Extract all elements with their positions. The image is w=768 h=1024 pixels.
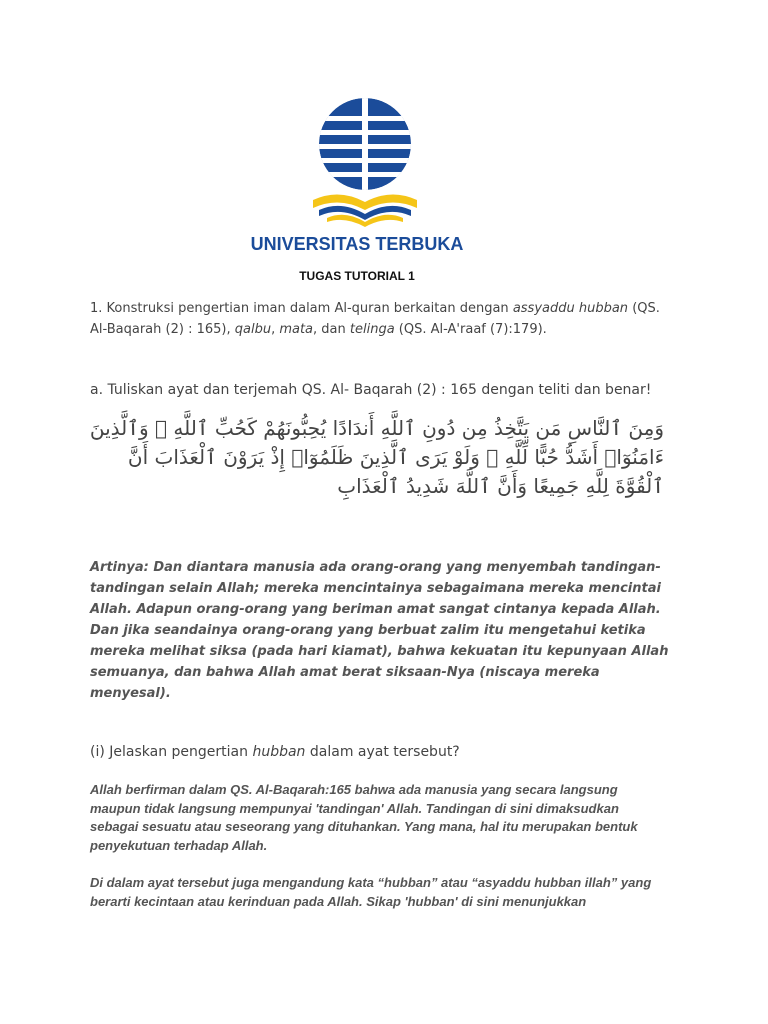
universitas-terbuka-logo-icon <box>305 96 425 228</box>
answer-paragraph-1: Allah berfirman dalam QS. Al-Baqarah:165 bahwa ada manusia yang secara langsung maupun tidak langsung mempunyai 'tandingan' Allah. Tandingan di sini dimaksudkan sebagai sesuatu atau seseorang yang dituhankan. Yang mana, hal itu merupakan bentuk penyekutuan terhadap Allah. <box>90 782 638 853</box>
arabic-verse: وَمِنَ ٱلنَّاسِ مَن يَتَّخِذُ مِن دُونِ ٱللَّهِ أَندَادًا يُحِبُّونَهُمْ كَحُبِّ ٱللَّهِ ۖ وَٱلَّذِينَ ءَامَنُوٓا۟ أَشَدُّ حُبًّا لِّلَّهِ ۗ وَلَوْ يَرَى ٱلَّذِينَ ظَلَمُوٓا۟ إِذْ يَرَوْنَ ٱلْعَذَابَ أَنَّ ٱلْقُوَّةَ لِلَّهِ جَمِيعًا وَأَنَّ ٱللَّهَ شَدِيدُ ٱلْعَذَابِ <box>89 416 664 498</box>
university-name: UNIVERSITAS TERBUKA <box>250 234 464 254</box>
verse-translation: Artinya: Dan diantara manusia ada orang-orang yang menyembah tandingan-tandingan selain Allah; mereka mencintainya sebagaimana mereka mencintai Allah. Adapun orang-orang yang beriman amat sangat cintanya kepada Allah. Dan jika seandainya orang-orang yang berbuat zalim itu mengetahui ketika mereka melihat siksa (pada hari kiamat), bahwa kekuatan itu kepunyaan Allah semuanya, dan bahwa Allah amat berat siksaan-Nya (niscaya mereka menyesal). <box>90 560 669 701</box>
answer-paragraph-2: Di dalam ayat tersebut juga mengandung kata “hubban” atau “asyaddu hubban illah” yang berarti kecintaan atau kerinduan pada Allah. Sikap 'hubban' di sini menunjukkan <box>90 875 652 909</box>
question-1: 1. Konstruksi pengertian iman dalam Al-quran berkaitan dengan assyaddu hubban (QS. Al-Baqarah (2) : 165), qalbu, mata, dan telinga (QS. Al-A'raaf (7):179). <box>90 301 660 337</box>
document-title: TUGAS TUTORIAL 1 <box>299 269 415 283</box>
question-a: a. Tuliskan ayat dan terjemah QS. Al- Baqarah (2) : 165 dengan teliti dan benar! <box>90 382 652 398</box>
question-i: (i) Jelaskan pengertian hubban dalam ayat tersebut? <box>90 744 460 760</box>
